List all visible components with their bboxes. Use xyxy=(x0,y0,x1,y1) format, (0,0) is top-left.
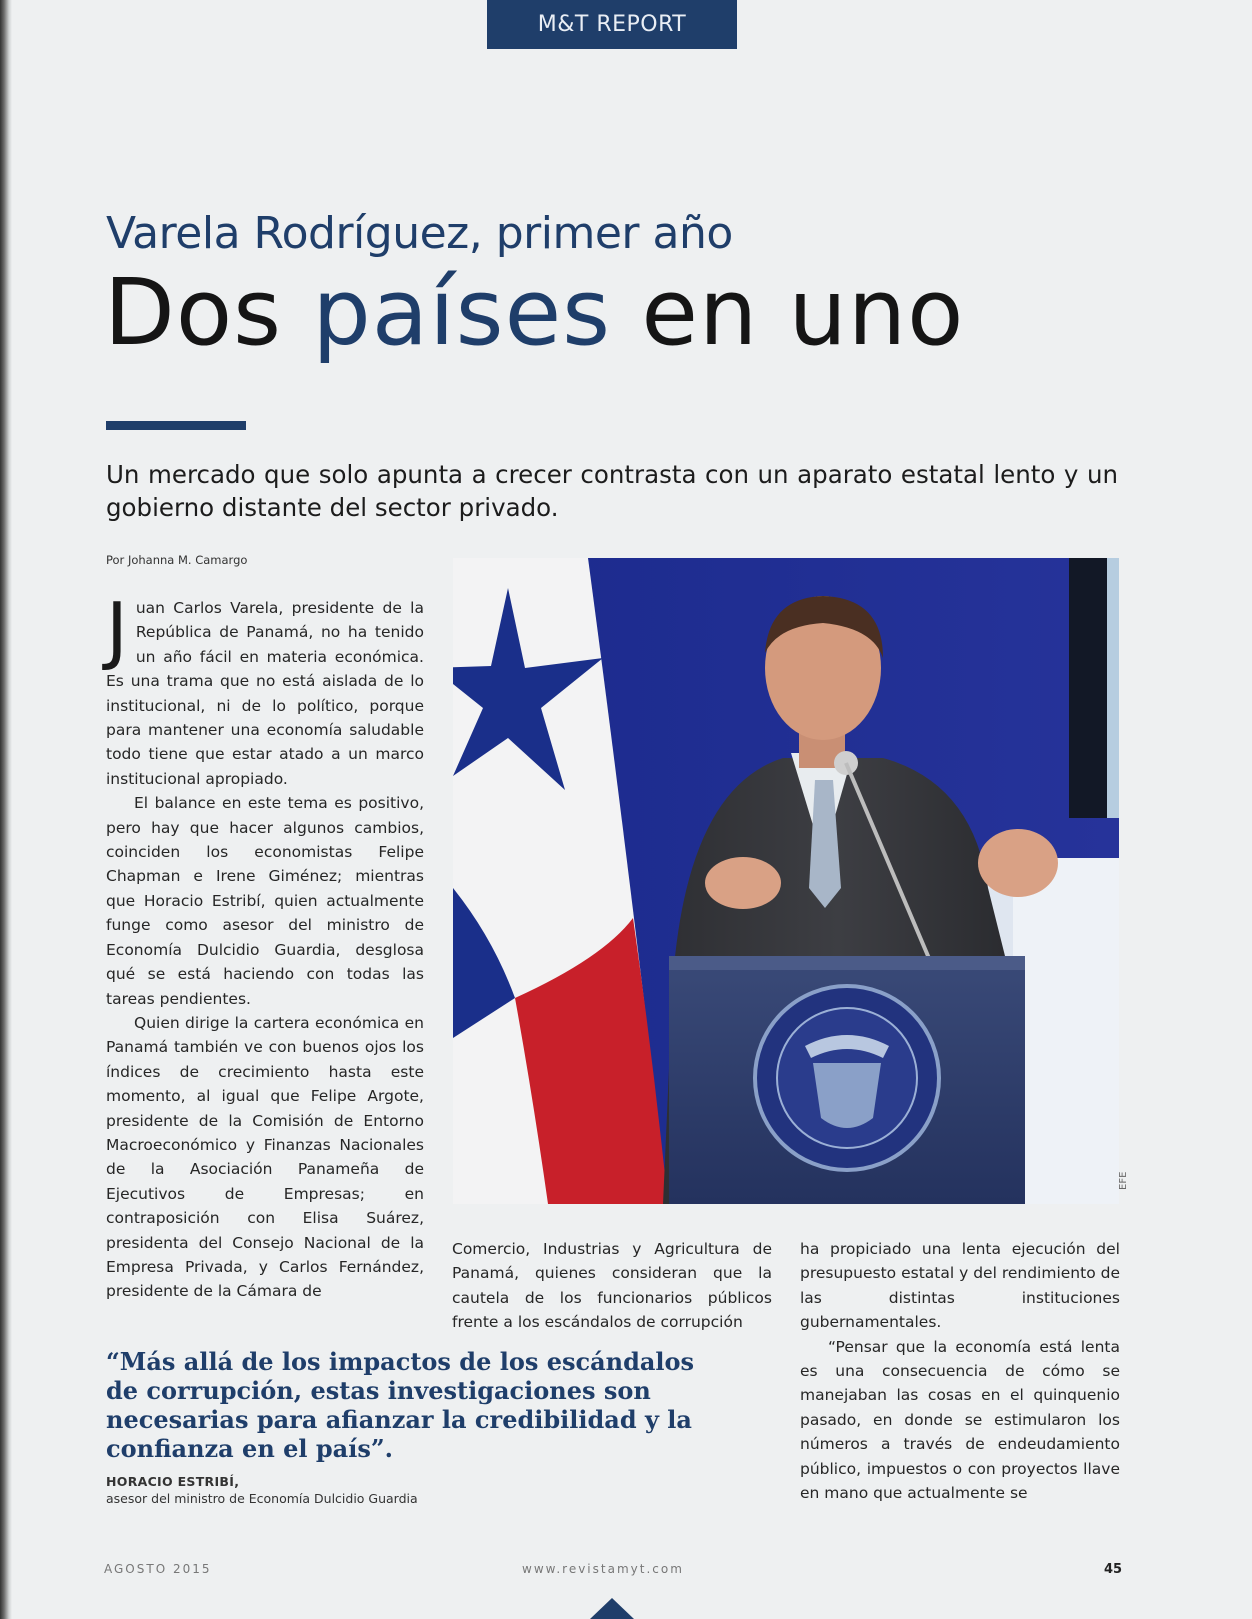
photo-credit: EFE xyxy=(1118,1171,1129,1190)
page-turn-arrow-icon xyxy=(590,1598,634,1619)
body-column-3 xyxy=(800,1237,1120,1505)
pull-quote: “Más allá de los impactos de los escándalos de corrupción, estas investigaciones son necesarias para afianzar la credibilidad y la confianza en el país”. xyxy=(106,1347,695,1463)
body-paragraph: “Pensar que la economía está lenta es una consecuencia de cómo se manejaban las cosas en el quinquenio pasado, en donde se estimularon los números a través de endeudamiento público, impuestos o con proyectos llave en mano que actualmente se xyxy=(800,1337,1120,1503)
pull-quote-author: HORACIO ESTRIBÍ, xyxy=(106,1474,240,1489)
body-paragraph: ha propiciado una lenta ejecución del presupuesto estatal y del rendimiento de las distintas instituciones gubernamentales. xyxy=(800,1240,1120,1332)
headline-part-3: en uno xyxy=(611,259,965,366)
section-tab xyxy=(487,0,737,49)
headline-part-2: países xyxy=(312,259,612,366)
body-paragraph: Comercio, Industrias y Agricultura de Panamá, quienes consideran que la cautela de los funcionarios públicos frente a los escándalos de corrupción xyxy=(452,1240,772,1332)
article-headline xyxy=(104,259,965,366)
page-binding-edge xyxy=(0,0,12,1619)
section-label: M&T REPORT xyxy=(537,12,687,37)
footer-date: AGOSTO 2015 xyxy=(104,1562,212,1576)
president-at-podium-image xyxy=(453,558,1119,1204)
body-column-2 xyxy=(452,1237,772,1335)
body-paragraph: Quien dirige la cartera económica en Panamá también ve con buenos ojos los índices de crecimiento hasta este momento, al igual que Felipe Argote, presidente de la Comisión de Entorno Macroeconómico y Finanzas Nacionales de la Asociación Panameña de Ejecutivos de Empresas; en contraposición con Elisa Suárez, presidenta del Consejo Nacional de la Empresa Privada, y Carlos Fernández, presidente de la Cámara de xyxy=(106,1013,424,1301)
accent-bar xyxy=(106,421,246,430)
drop-cap: J xyxy=(106,587,128,673)
footer-url: www.revistamyt.com xyxy=(522,1562,684,1576)
page-number: 45 xyxy=(1104,1562,1123,1577)
article-kicker: Varela Rodríguez, primer año xyxy=(106,208,733,259)
body-paragraph xyxy=(106,587,424,791)
paragraph-text: uan Carlos Varela, presidente de la República de Panamá, no ha tenido un año fácil en materia económica. Es una trama que no está aislada de lo institucional, ni de lo político, porque para mantener una economía saludable todo tiene que estar atado a un marco institucional apropiado. xyxy=(106,599,424,788)
body-paragraph: El balance en este tema es positivo, pero hay que hacer algunos cambios, coinciden los economistas Felipe Chapman e Irene Giménez; mientras que Horacio Estribí, quien actualmente funge como asesor del ministro de Economía Dulcidio Guardia, desglosa qué se está haciendo con todas las tareas pendientes. xyxy=(106,794,424,1008)
article-photo xyxy=(453,558,1119,1204)
pull-quote-role: asesor del ministro de Economía Dulcidio Guardia xyxy=(106,1491,418,1506)
article-deck: Un mercado que solo apunta a crecer contrasta con un aparato estatal lento y un gobierno distante del sector privado. xyxy=(106,460,1118,522)
byline: Por Johanna M. Camargo xyxy=(106,553,248,567)
body-column-1 xyxy=(106,587,424,1304)
headline-part-1: Dos xyxy=(104,259,313,366)
